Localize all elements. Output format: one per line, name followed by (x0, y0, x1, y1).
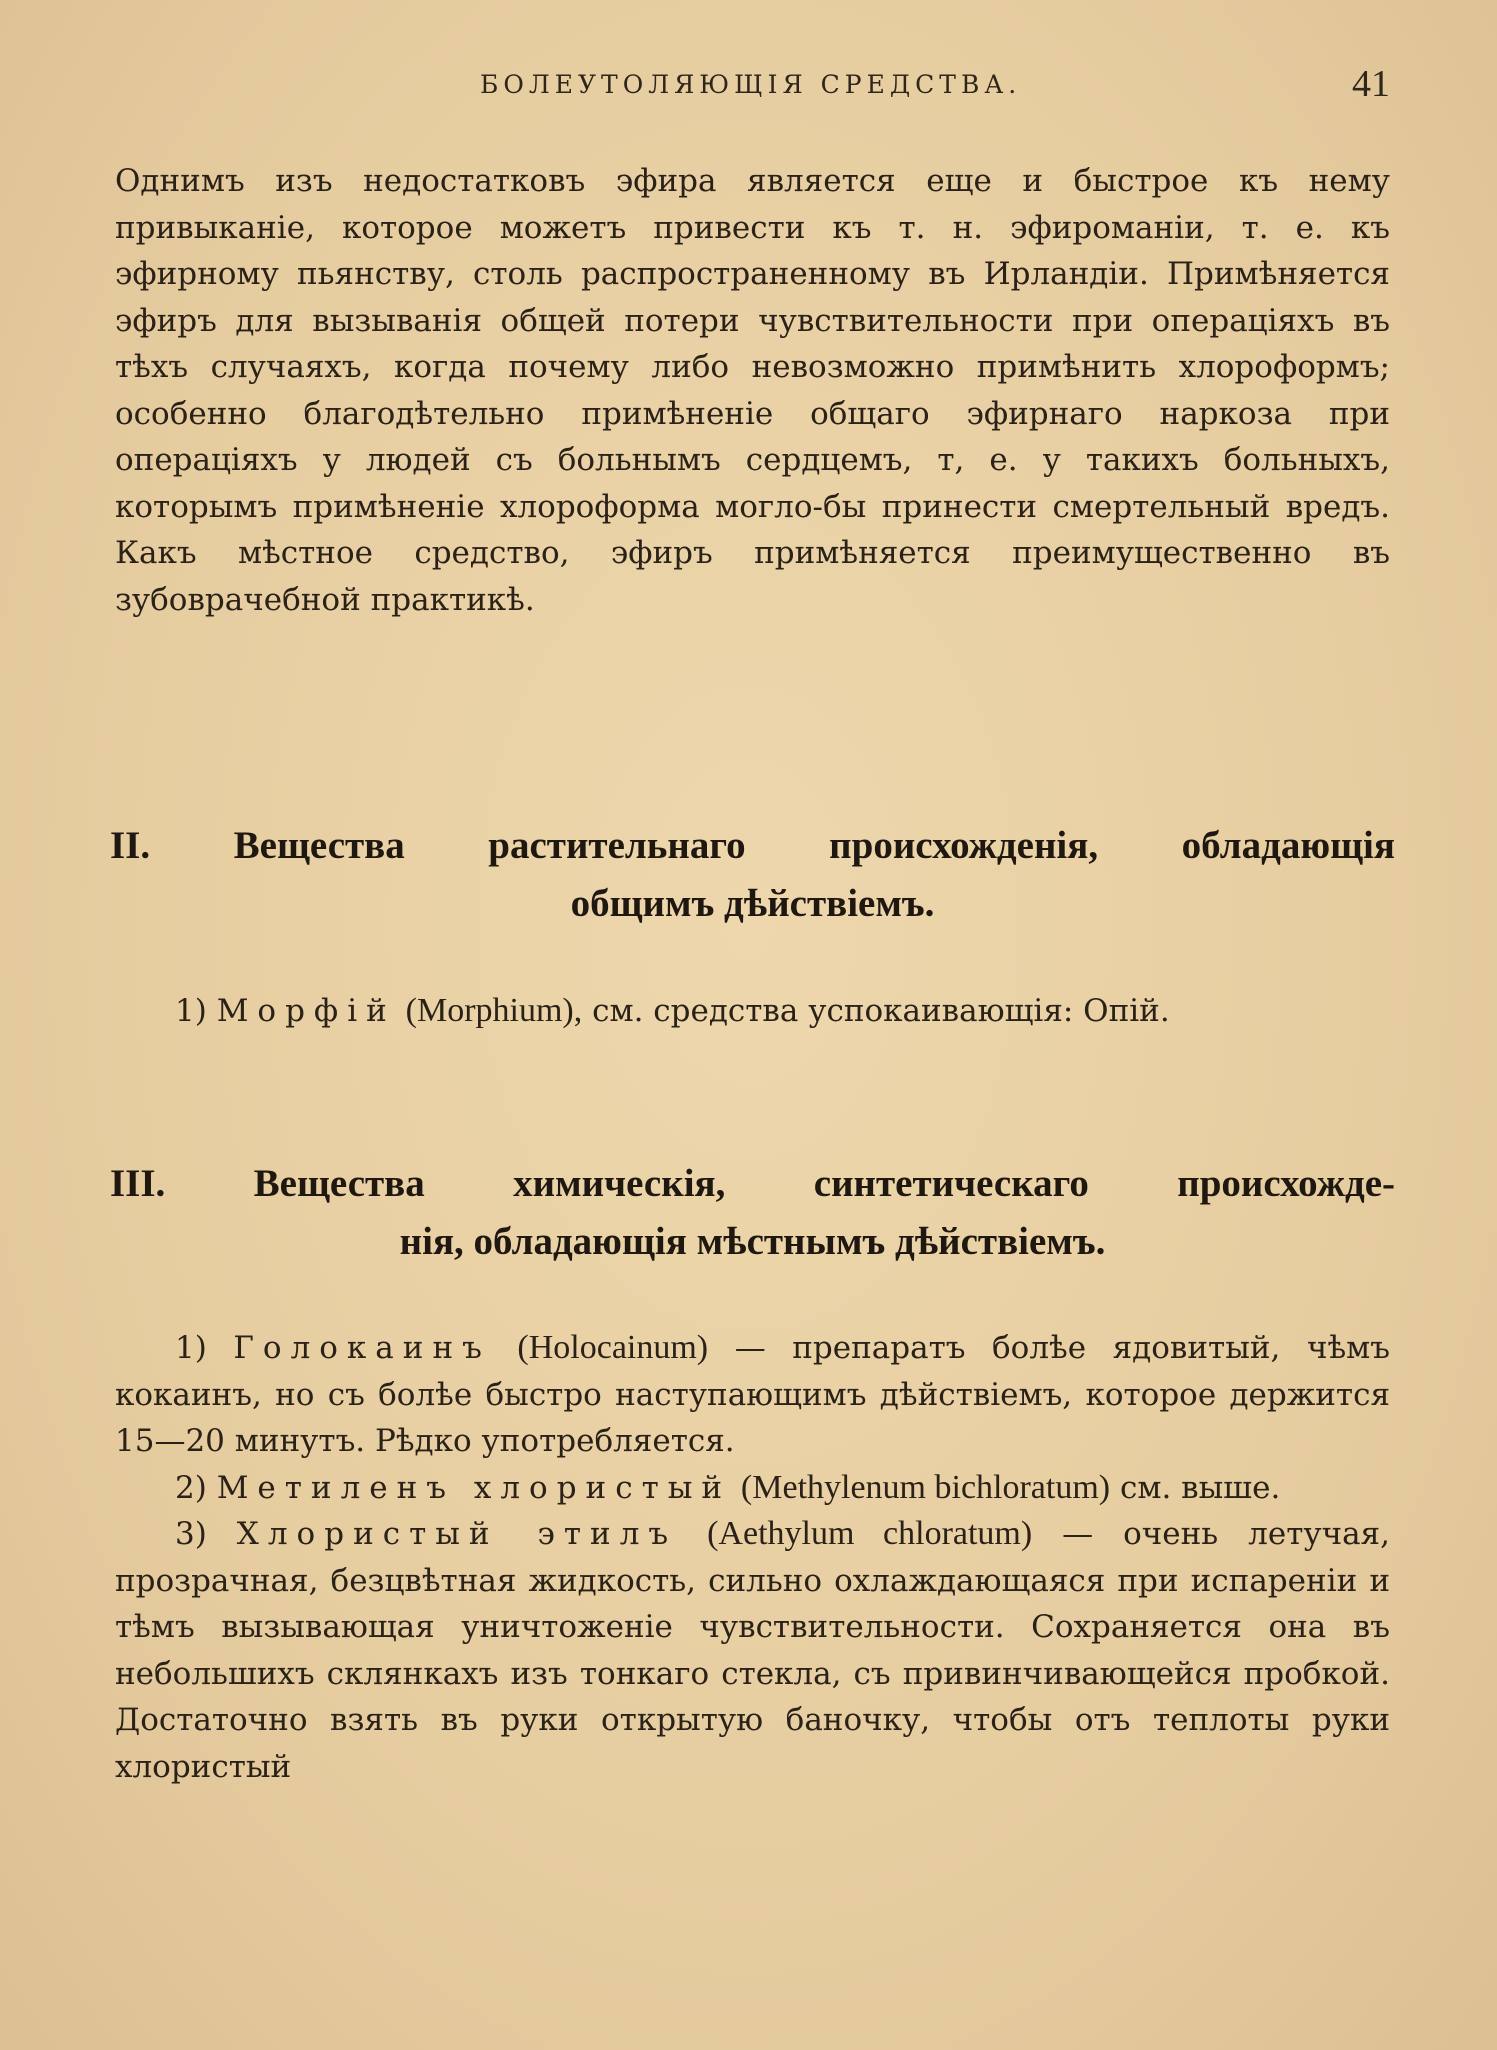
page-number: 41 (1352, 63, 1390, 105)
item-latin-name: (Morphium), (405, 992, 583, 1029)
heading-line: II. Вещества растительнаго происхожденія, обладающія (110, 824, 1395, 867)
paragraph-ether: Однимъ изъ недостатковъ эфира является еще и быстрое къ нему привыканіе, которое можетъ привести къ т. н. эфироманіи, т. е. къ эфирному пьянству, столь распространенному въ Ирландіи. Примѣняется эфиръ для вызыванія общей потери чувствительности при операціяхъ въ тѣхъ случаяхъ, когда почему либо невозможно примѣнить хлороформъ; особенно благодѣтельно примѣненіе общаго эфирнаго наркоза при операціяхъ у людей съ больнымъ сердцемъ, т, е. у такихъ больныхъ, которымъ примѣненіе хлороформа могло-бы принести смертельный вредъ. Какъ мѣстное средство, эфиръ примѣняется преимущественно въ зубоврачебной практикѣ. (115, 163, 1390, 618)
item-methylenum (115, 1465, 1390, 1512)
item-text: — препаратъ болѣе ядовитый, чѣмъ кокаинъ, но съ болѣе быстро наступающимъ дѣйствіемъ, которое держится 15—20 минутъ. Рѣдко употребляется. (115, 1330, 1390, 1459)
item-name: Морфій (216, 993, 396, 1029)
item-name: Метиленъ хлористый (216, 1469, 732, 1506)
item-text: см. средства успокаивающія: Опій. (592, 993, 1170, 1029)
item-text: см. выше. (1119, 1469, 1281, 1506)
item-holocainum (115, 1325, 1390, 1465)
running-header (110, 62, 1390, 112)
running-title: БОЛЕУТОЛЯЮЩІЯ СРЕДСТВА. (480, 70, 1022, 99)
heading-line: общимъ дѣйствіемъ. (570, 882, 935, 925)
item-morphium (115, 988, 1390, 1035)
item-aethylum (115, 1511, 1390, 1790)
item-name: Хлористый этилъ (236, 1516, 678, 1552)
item-latin-name: (Holocainum) (517, 1329, 709, 1366)
section-3-items (115, 1325, 1390, 1790)
item-latin-name: (Methylenum bichloratum) (740, 1468, 1111, 1506)
heading-line: нія, обладающія мѣстнымъ дѣйствіемъ. (399, 1220, 1106, 1263)
item-name: Голокаинъ (233, 1330, 491, 1366)
item-number: 2) (175, 1469, 207, 1506)
item-number: 3) (175, 1516, 207, 1552)
section-heading-plant-substances (110, 817, 1395, 933)
item-text: — очень летучая, прозрачная, безцвѣтная жидкость, сильно охлаждающаяся при испареніи и тѣмъ вызывающая уничтоженіе чувствительности. Сохраняется она въ небольшихъ склянкахъ изъ тонкаго стекла, съ привинчивающейся пробкой. Достаточно взять въ руки открытую баночку, чтобы отъ теплоты руки хлористый (115, 1516, 1390, 1785)
section-heading-chemical-substances (110, 1155, 1395, 1271)
item-latin-name: (Aethylum chloratum) (707, 1515, 1033, 1552)
heading-line: III. Вещества химическія, синтетическаго происхожде- (110, 1162, 1395, 1205)
item-number: 1) (175, 993, 207, 1029)
item-number: 1) (175, 1330, 207, 1366)
